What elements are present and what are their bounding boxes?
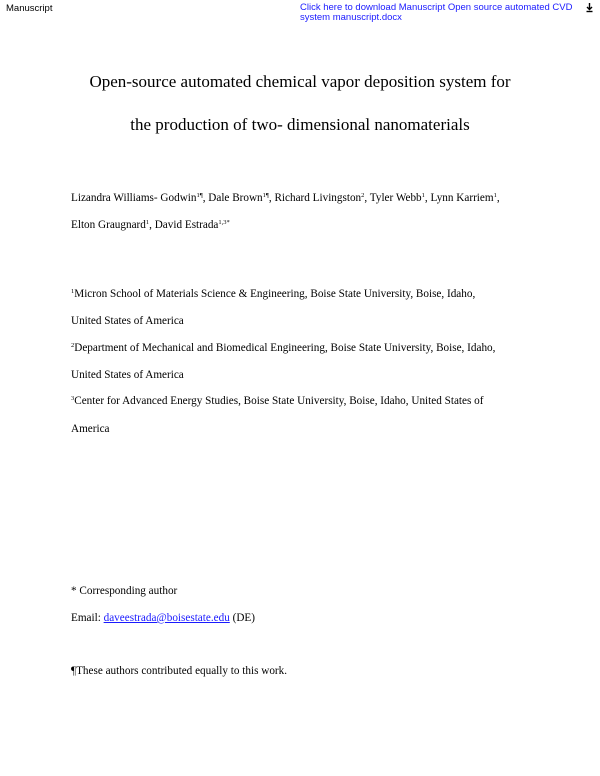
email-prefix: Email: [71, 612, 104, 624]
affiliation-sup: 1 [71, 288, 75, 295]
equal-contribution-text: These authors contributed equally to this work. [76, 665, 288, 677]
manuscript-label: Manuscript [6, 3, 53, 14]
download-arrow-icon-svg [585, 3, 594, 13]
paper-title-line1: Open-source automated chemical vapor deposition system for [89, 72, 511, 91]
corresponding-author-label: * Corresponding author [71, 585, 178, 597]
affiliation-1-line1 [71, 288, 475, 300]
author-affil-sup: 1¶ [262, 192, 269, 199]
affiliation-sup: 2 [71, 342, 75, 349]
author-affil-sup: 1¶ [196, 192, 203, 199]
author-name: , David Estrada [149, 219, 219, 231]
author-name: Elton Graugnard [71, 219, 146, 231]
download-link-line1[interactable]: Click here to download Manuscript Open source automated CVD [300, 2, 573, 13]
author-name: , Dale Brown [202, 192, 263, 204]
affiliation-sup: 3 [71, 395, 75, 402]
author-affil-sup: 1 [493, 192, 497, 199]
affiliation-text: Micron School of Materials Science & Engineering, Boise State University, Boise, Idaho, [74, 288, 476, 300]
author-affil-sup: 1 [421, 192, 425, 199]
affiliation-3-line1 [71, 395, 483, 407]
paper-title-line2: the production of two- dimensional nanomaterials [130, 115, 470, 134]
download-manuscript-link[interactable] [300, 3, 590, 23]
author-affil-sup: 1,3* [218, 219, 230, 226]
equal-contribution-note [71, 665, 287, 677]
author-affil-sup: 1 [145, 219, 150, 226]
author-name: , Richard Livingston [268, 192, 362, 204]
affiliation-3-line2: America [71, 423, 110, 435]
author-list-line2 [71, 219, 230, 231]
download-arrow-icon[interactable] [585, 3, 594, 16]
author-list-line1 [71, 192, 500, 204]
email-suffix: (DE) [229, 612, 255, 624]
affiliation-2-line2: United States of America [71, 369, 184, 381]
affiliation-text: Department of Mechanical and Biomedical Engineering, Boise State University, Boise, Idaho, [74, 342, 496, 354]
pilcrow-symbol: ¶ [71, 665, 77, 677]
author-name: Lizandra Williams- Godwin [71, 192, 197, 204]
download-link-line2[interactable]: system manuscript.docx [300, 12, 402, 23]
email-line [71, 612, 255, 624]
author-name: , Tyler Webb [364, 192, 422, 204]
author-name: , Lynn Karriem [424, 192, 494, 204]
affiliation-1-line2: United States of America [71, 315, 184, 327]
author-separator: , [496, 192, 500, 204]
affiliation-2-line1 [71, 342, 495, 354]
email-link[interactable]: daveestrada@boisestate.edu [103, 612, 230, 624]
author-affil-sup: 2 [361, 192, 365, 199]
affiliation-text: Center for Advanced Energy Studies, Boise State University, Boise, Idaho, United States of [74, 395, 484, 407]
